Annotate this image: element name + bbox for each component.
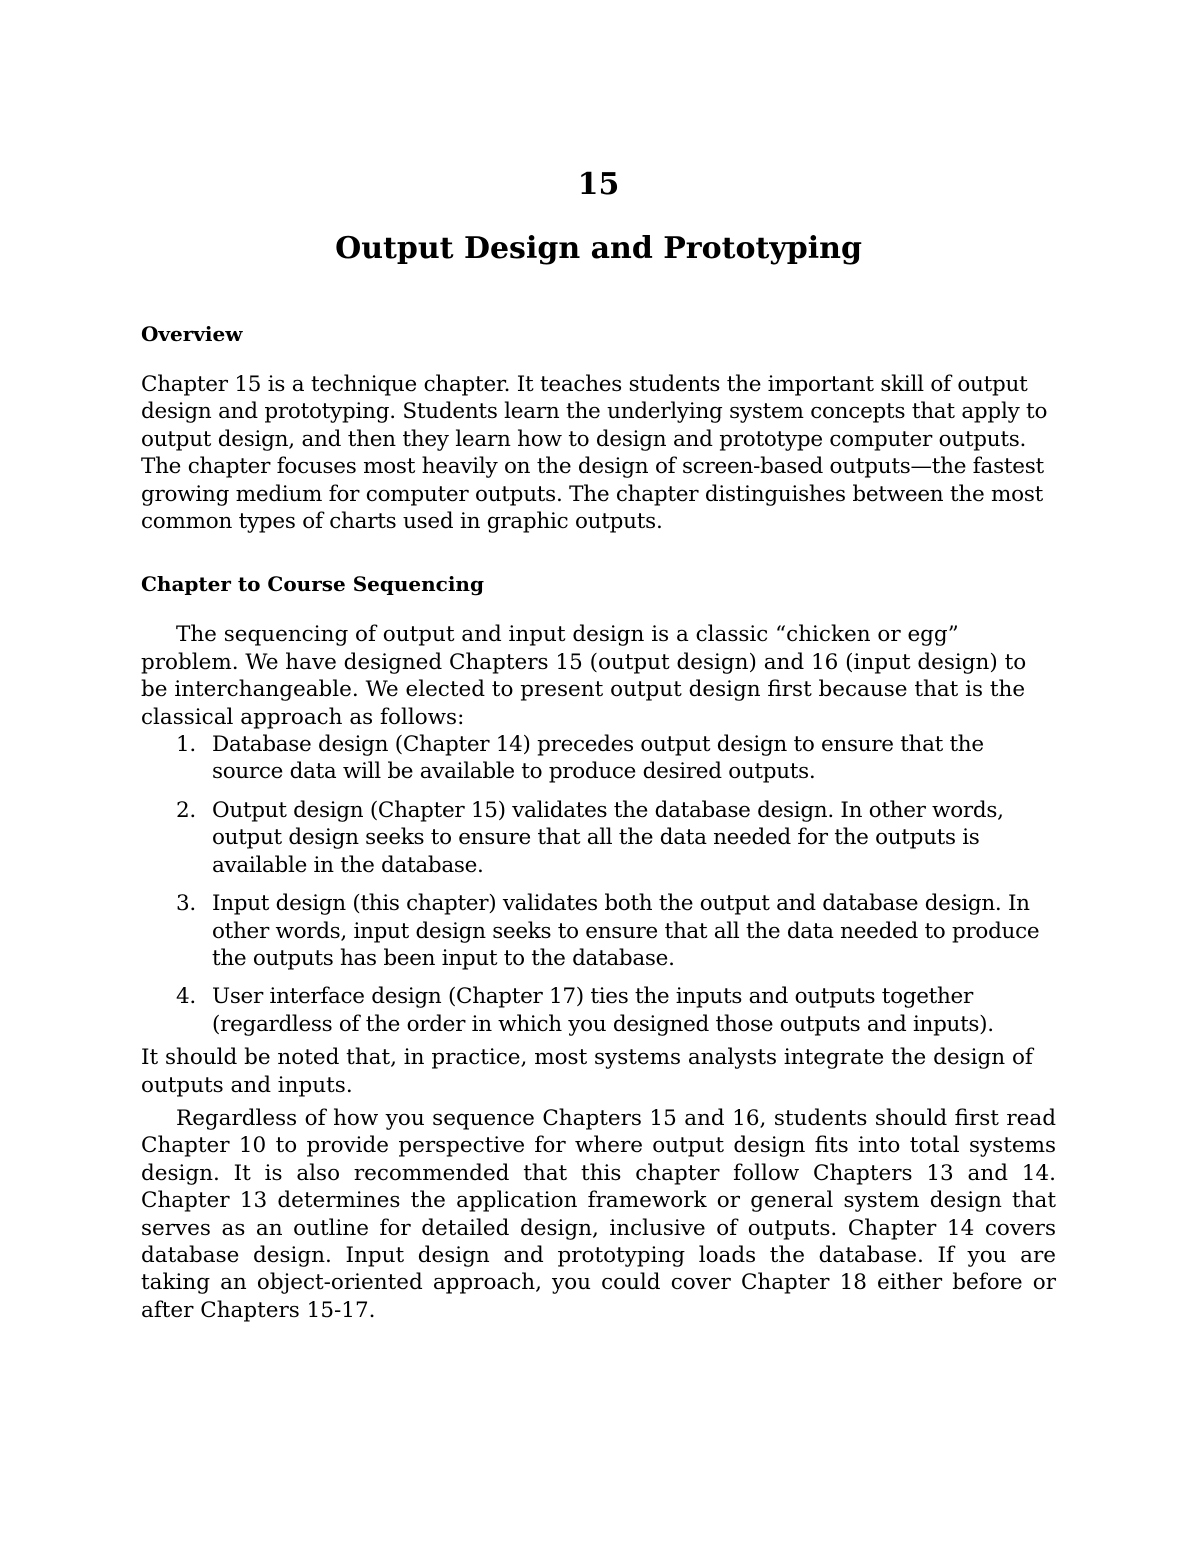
list-item bbox=[141, 983, 1056, 1038]
list-item-number: 2. bbox=[176, 797, 196, 823]
list-item bbox=[141, 890, 1056, 972]
chapter-title: Output Design and Prototyping bbox=[335, 231, 862, 266]
overview-heading: Overview bbox=[141, 322, 243, 346]
list-item-number: 3. bbox=[176, 891, 196, 917]
list-item-number: 4. bbox=[176, 984, 196, 1010]
chapter-number: 15 bbox=[577, 167, 620, 202]
overview-paragraph: Chapter 15 is a technique chapter. It teaches students the important skill of output design and prototyping. Students learn the underlying system concepts that apply to output design, and then they learn how to design and prototype computer outputs. The chapter focuses most heavily on the design of screen-based outputs—the fastest growing medium for computer outputs. The chapter distinguishes between the most common types of charts used in graphic outputs. bbox=[141, 372, 1048, 535]
list-item-text: Input design (this chapter) validates both the output and database design. In other words, input design seeks to ensure that all the data needed to produce the outputs has been input to the database. bbox=[212, 891, 1040, 971]
list-item-text: Output design (Chapter 15) validates the database design. In other words, output design seeks to ensure that all the data needed for the outputs is available in the database. bbox=[212, 797, 1004, 878]
practice-note-paragraph: It should be noted that, in practice, most systems analysts integrate the design of outputs and inputs. bbox=[141, 1045, 1033, 1098]
sequencing-intro-paragraph: The sequencing of output and input design is a classic “chicken or egg” problem. We have designed Chapters 15 (output design) and 16 (input design) to be interchangeable. We elected to present output design first because that is the classical approach as follows: bbox=[141, 622, 1027, 730]
list-item-number: 1. bbox=[176, 732, 196, 758]
list-item bbox=[141, 731, 1056, 786]
list-item-text: Database design (Chapter 14) precedes output design to ensure that the source data will be available to produce desired outputs. bbox=[212, 732, 984, 785]
sequencing-heading: Chapter to Course Sequencing bbox=[141, 572, 484, 597]
sequencing-list bbox=[141, 731, 1056, 1038]
closing-paragraph: Regardless of how you sequence Chapters 15 and 16, students should first read Chapter 10 to provide perspective for where output design fits into total systems design. It is also recommended that this chapter follow Chapters 13 and 14. Chapter 13 determines the application framework or general system design that serves as an outline for detailed design, inclusive of outputs. Chapter 14 covers database design. Input design and prototyping loads the database. If you are taking an object-oriented approach, you could cover Chapter 18 either before or after Chapters 15-17. bbox=[141, 1105, 1056, 1323]
list-item bbox=[141, 797, 1056, 879]
document-page bbox=[141, 165, 1056, 1324]
list-item-text: User interface design (Chapter 17) ties the inputs and outputs together (regardless of the order in which you designed those outputs and inputs). bbox=[212, 984, 994, 1037]
